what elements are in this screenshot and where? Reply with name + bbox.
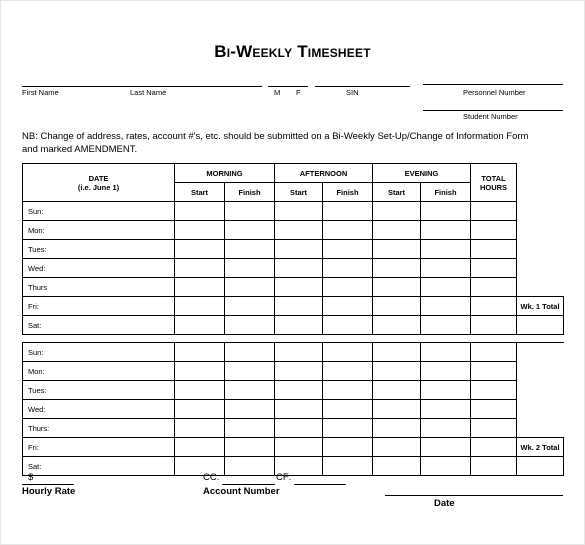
- time-cell[interactable]: [421, 400, 471, 419]
- time-cell[interactable]: [421, 202, 471, 221]
- time-cell[interactable]: [421, 259, 471, 278]
- time-cell[interactable]: [421, 438, 471, 457]
- time-cell[interactable]: [323, 381, 373, 400]
- time-cell[interactable]: [373, 221, 421, 240]
- student-number-label: Student Number: [463, 112, 518, 121]
- blank-cell: [517, 278, 564, 297]
- time-cell[interactable]: [421, 381, 471, 400]
- wk1-total-label: Wk. 1 Total: [517, 297, 564, 316]
- total-cell[interactable]: [471, 343, 517, 362]
- time-cell[interactable]: [275, 400, 323, 419]
- time-cell[interactable]: [175, 400, 225, 419]
- note-text: NB: Change of address, rates, account #'s, etc. should be submitted on a Bi-Weekly Set-Up/Change of Information Form and marked AMENDMENT.: [22, 131, 529, 155]
- time-cell[interactable]: [373, 362, 421, 381]
- time-cell[interactable]: [275, 438, 323, 457]
- wk2-total-label: Wk. 2 Total: [517, 438, 564, 457]
- total-cell[interactable]: [471, 240, 517, 259]
- table-header-row: [23, 164, 564, 183]
- personnel-number-label: Personnel Number: [463, 88, 526, 97]
- hourly-rate-line[interactable]: [22, 484, 74, 485]
- page-title: [0, 42, 585, 62]
- time-cell[interactable]: [373, 343, 421, 362]
- time-cell[interactable]: [323, 240, 373, 259]
- time-cell[interactable]: [421, 240, 471, 259]
- time-cell[interactable]: [275, 240, 323, 259]
- table-row: [23, 297, 564, 316]
- student-number-line: [423, 110, 563, 111]
- blank-header-cell: [517, 164, 564, 202]
- total-cell[interactable]: [471, 297, 517, 316]
- hourly-rate-label: Hourly Rate: [22, 486, 76, 497]
- time-cell[interactable]: [323, 419, 373, 438]
- time-cell[interactable]: [323, 438, 373, 457]
- title-text: Bi-Weekly Timesheet: [214, 42, 371, 61]
- total-cell[interactable]: [471, 278, 517, 297]
- time-cell[interactable]: [225, 316, 275, 335]
- time-cell[interactable]: [225, 400, 275, 419]
- time-cell[interactable]: [373, 316, 421, 335]
- sin-label: SIN: [346, 88, 359, 97]
- blank-cell: [517, 259, 564, 278]
- total-cell[interactable]: [471, 457, 517, 476]
- table-row: [23, 381, 564, 400]
- day-label: Sat:: [23, 457, 175, 476]
- time-cell[interactable]: [323, 316, 373, 335]
- time-cell[interactable]: [373, 259, 421, 278]
- total-cell[interactable]: [471, 316, 517, 335]
- time-cell[interactable]: [323, 457, 373, 476]
- total-cell[interactable]: [471, 202, 517, 221]
- f-label: F: [296, 88, 301, 97]
- time-cell[interactable]: [175, 362, 225, 381]
- time-cell[interactable]: [175, 240, 225, 259]
- total-header: TOTAL: [481, 173, 506, 183]
- time-cell[interactable]: [421, 343, 471, 362]
- time-cell[interactable]: [225, 343, 275, 362]
- time-cell[interactable]: [421, 316, 471, 335]
- day-label: Wed:: [23, 400, 175, 419]
- time-cell[interactable]: [225, 202, 275, 221]
- table-row: [23, 240, 564, 259]
- day-label: Thurs:: [23, 419, 175, 438]
- time-cell[interactable]: [225, 259, 275, 278]
- day-label: Sun:: [23, 202, 175, 221]
- time-cell[interactable]: [175, 221, 225, 240]
- time-cell[interactable]: [323, 202, 373, 221]
- time-cell[interactable]: [323, 259, 373, 278]
- blank-cell: [517, 400, 564, 419]
- time-cell[interactable]: [275, 278, 323, 297]
- total-hours-header-cell: [471, 164, 517, 202]
- time-cell[interactable]: [275, 259, 323, 278]
- evening-start: Start: [373, 183, 421, 202]
- time-cell[interactable]: [323, 343, 373, 362]
- table-row: [23, 419, 564, 438]
- total-cell[interactable]: [471, 400, 517, 419]
- table-row: [23, 400, 564, 419]
- time-cell[interactable]: [225, 297, 275, 316]
- time-cell[interactable]: [373, 381, 421, 400]
- time-cell[interactable]: [175, 316, 225, 335]
- day-label: Mon:: [23, 362, 175, 381]
- date-label: Date: [434, 498, 455, 509]
- blank-cell: [517, 362, 564, 381]
- time-cell[interactable]: [225, 278, 275, 297]
- table-row: [23, 457, 564, 476]
- afternoon-header: AFTERNOON: [275, 164, 373, 183]
- afternoon-finish: Finish: [323, 183, 373, 202]
- blank-cell: [517, 381, 564, 400]
- time-cell[interactable]: [323, 400, 373, 419]
- time-cell[interactable]: [373, 297, 421, 316]
- personnel-number-line: [423, 84, 563, 85]
- time-cell[interactable]: [421, 221, 471, 240]
- time-cell[interactable]: [275, 221, 323, 240]
- time-cell[interactable]: [373, 240, 421, 259]
- time-cell[interactable]: [275, 202, 323, 221]
- day-label: Sat:: [23, 316, 175, 335]
- total-cell[interactable]: [471, 381, 517, 400]
- week-spacer-row: [23, 335, 564, 343]
- table-row: [23, 438, 564, 457]
- time-cell[interactable]: [225, 221, 275, 240]
- date-example: (i.e. June 1): [77, 182, 120, 192]
- time-cell[interactable]: [175, 278, 225, 297]
- time-cell[interactable]: [421, 419, 471, 438]
- cf-line[interactable]: [294, 484, 346, 485]
- time-cell[interactable]: [225, 438, 275, 457]
- total-cell[interactable]: [471, 419, 517, 438]
- day-label: Mon:: [23, 221, 175, 240]
- table-row: [23, 221, 564, 240]
- evening-finish: Finish: [421, 183, 471, 202]
- m-label: M: [274, 88, 281, 97]
- morning-header: MORNING: [175, 164, 275, 183]
- time-cell[interactable]: [175, 259, 225, 278]
- table-row: [23, 278, 564, 297]
- time-cell[interactable]: [275, 381, 323, 400]
- last-name-label: Last Name: [130, 88, 167, 97]
- time-cell[interactable]: [175, 438, 225, 457]
- afternoon-start: Start: [275, 183, 323, 202]
- name-line: [22, 86, 262, 87]
- time-cell[interactable]: [373, 400, 421, 419]
- day-label: Fri:: [23, 297, 175, 316]
- table-row: [23, 202, 564, 221]
- time-cell[interactable]: [421, 362, 471, 381]
- sin-line: [315, 86, 410, 87]
- spacer-cell: [23, 335, 564, 343]
- day-label: Wed:: [23, 259, 175, 278]
- time-cell[interactable]: [373, 278, 421, 297]
- cf-label: CF:: [276, 472, 292, 483]
- wk2-total-value[interactable]: [517, 457, 564, 476]
- day-label: Tues:: [23, 381, 175, 400]
- time-cell[interactable]: [373, 457, 421, 476]
- blank-cell: [517, 202, 564, 221]
- time-cell[interactable]: [275, 343, 323, 362]
- cc-label: CC:: [203, 472, 220, 483]
- morning-finish: Finish: [225, 183, 275, 202]
- first-name-label: First Name: [22, 88, 59, 97]
- time-cell[interactable]: [373, 202, 421, 221]
- table-row: [23, 343, 564, 362]
- time-cell[interactable]: [225, 457, 275, 476]
- cc-line[interactable]: [222, 484, 275, 485]
- day-label: Tues:: [23, 240, 175, 259]
- time-cell[interactable]: [225, 362, 275, 381]
- time-cell[interactable]: [175, 343, 225, 362]
- timesheet-table: [22, 163, 564, 476]
- time-cell[interactable]: [225, 419, 275, 438]
- date-line[interactable]: [385, 495, 563, 496]
- account-number-label: Account Number: [203, 486, 280, 497]
- date-header: DATE: [88, 173, 109, 183]
- total-cell[interactable]: [471, 362, 517, 381]
- time-cell[interactable]: [421, 278, 471, 297]
- time-cell[interactable]: [225, 381, 275, 400]
- mf-line: [268, 86, 308, 87]
- time-cell[interactable]: [373, 419, 421, 438]
- time-cell[interactable]: [275, 316, 323, 335]
- time-cell[interactable]: [225, 240, 275, 259]
- blank-cell: [517, 343, 564, 362]
- time-cell[interactable]: [275, 419, 323, 438]
- morning-start: Start: [175, 183, 225, 202]
- time-cell[interactable]: [175, 202, 225, 221]
- blank-cell: [517, 221, 564, 240]
- table-row: [23, 259, 564, 278]
- dollar-sign: $: [28, 472, 34, 483]
- total-cell[interactable]: [471, 438, 517, 457]
- table-row: [23, 316, 564, 335]
- time-cell[interactable]: [275, 297, 323, 316]
- time-cell[interactable]: [175, 381, 225, 400]
- hours-header: HOURS: [479, 182, 508, 192]
- time-cell[interactable]: [373, 438, 421, 457]
- time-cell[interactable]: [323, 297, 373, 316]
- table-row: [23, 362, 564, 381]
- total-cell[interactable]: [471, 259, 517, 278]
- time-cell[interactable]: [175, 419, 225, 438]
- day-label: Fri:: [23, 438, 175, 457]
- day-label: Sun:: [23, 343, 175, 362]
- evening-header: EVENING: [373, 164, 471, 183]
- time-cell[interactable]: [323, 278, 373, 297]
- blank-cell: [517, 419, 564, 438]
- blank-cell: [517, 240, 564, 259]
- day-label: Thurs: [23, 278, 175, 297]
- total-cell[interactable]: [471, 221, 517, 240]
- wk1-total-value[interactable]: [517, 316, 564, 335]
- time-cell[interactable]: [175, 297, 225, 316]
- time-cell[interactable]: [421, 457, 471, 476]
- date-header-cell: [23, 164, 175, 202]
- time-cell[interactable]: [421, 297, 471, 316]
- time-cell[interactable]: [323, 221, 373, 240]
- time-cell[interactable]: [323, 362, 373, 381]
- time-cell[interactable]: [275, 362, 323, 381]
